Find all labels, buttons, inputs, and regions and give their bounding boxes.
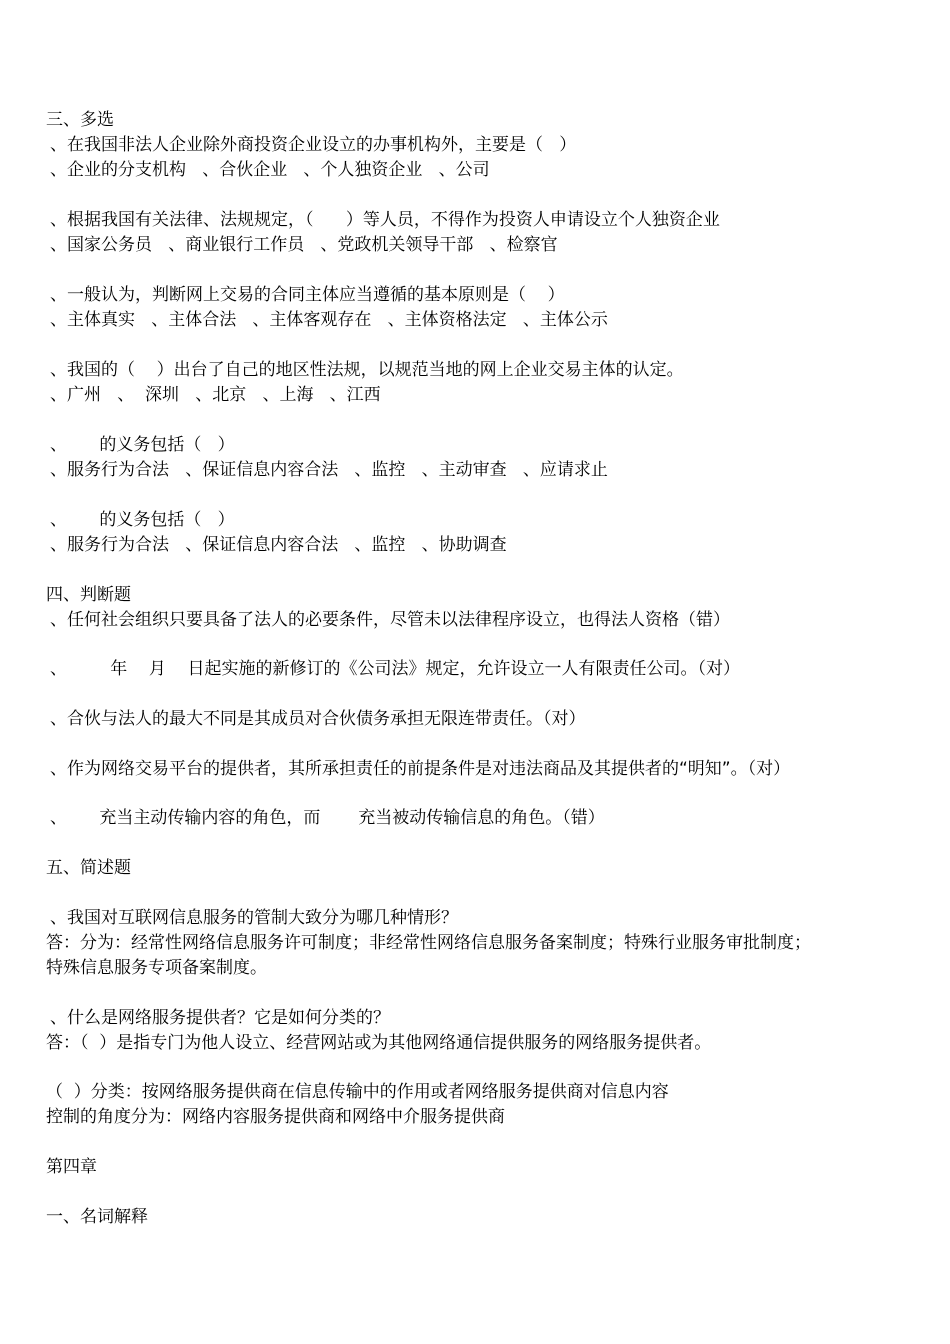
section-heading-multiple-choice: 三、多选 [46, 110, 114, 130]
options-line: 、服务行为合法 、保证信息内容合法 、监控 、主动审查 、应请求止 [50, 460, 608, 480]
question-line: 、 的义务包括（ ） [50, 435, 235, 455]
answer-line: 答：（ ）是指专门为他人设立、经营网站或为其他网络通信提供服务的网络服务提供者。 [46, 1033, 712, 1053]
statement-line: 、 年 月 日起实施的新修订的《公司法》规定，允许设立一人有限责任公司。（对） [50, 659, 740, 679]
options-line: 、主体真实 、主体合法 、主体客观存在 、主体资格法定 、主体公示 [50, 310, 608, 330]
answer-line: 特殊信息服务专项备案制度。 [46, 958, 267, 978]
question-line: 、什么是网络服务提供者？它是如何分类的？ [50, 1008, 390, 1028]
statement-line: 、 充当主动传输内容的角色，而 充当被动传输信息的角色。（错） [50, 808, 605, 828]
statement-line: 、合伙与法人的最大不同是其成员对合伙债务承担无限连带责任。（对） [50, 709, 586, 729]
question-line: 、 的义务包括（ ） [50, 510, 235, 530]
question-line: 、在我国非法人企业除外商投资企业设立的办事机构外，主要是（ ） [50, 135, 577, 155]
question-line: 、根据我国有关法律、法规规定，（ ）等人员，不得作为投资人申请设立个人独资企业 [50, 210, 720, 230]
answer-line: 控制的角度分为：网络内容服务提供商和网络中介服务提供商 [46, 1107, 505, 1127]
options-line: 、国家公务员 、商业银行工作员 、党政机关领导干部 、检察官 [50, 235, 558, 255]
answer-line: （ ）分类：按网络服务提供商在信息传输中的作用或者网络服务提供商对信息内容 [46, 1082, 669, 1102]
answer-line: 答：分为：经常性网络信息服务许可制度；非经常性网络信息服务备案制度；特殊行业服务审批制度； [46, 933, 811, 953]
question-line: 、我国的（ ）出台了自己的地区性法规，以规范当地的网上企业交易主体的认定。 [50, 360, 684, 380]
chapter-heading: 第四章 [46, 1157, 97, 1177]
options-line: 、企业的分支机构 、合伙企业 、个人独资企业 、公司 [50, 160, 490, 180]
section-heading-true-false: 四、判断题 [46, 585, 131, 605]
question-line: 、一般认为，判断网上交易的合同主体应当遵循的基本原则是（ ） [50, 285, 565, 305]
options-line: 、服务行为合法 、保证信息内容合法 、监控 、协助调查 [50, 535, 507, 555]
section-heading-definitions: 一、名词解释 [46, 1207, 148, 1227]
section-heading-short-answer: 五、简述题 [46, 858, 131, 878]
statement-line: 、任何社会组织只要具备了法人的必要条件，尽管未以法律程序设立，也得法人资格（错） [50, 610, 730, 630]
statement-line: 、作为网络交易平台的提供者，其所承担责任的前提条件是对违法商品及其提供者的“明知”。（对） [50, 759, 791, 779]
options-line: 、广州 、 深圳 、北京 、上海 、江西 [50, 385, 381, 405]
question-line: 、我国对互联网信息服务的管制大致分为哪几种情形？ [50, 908, 458, 928]
